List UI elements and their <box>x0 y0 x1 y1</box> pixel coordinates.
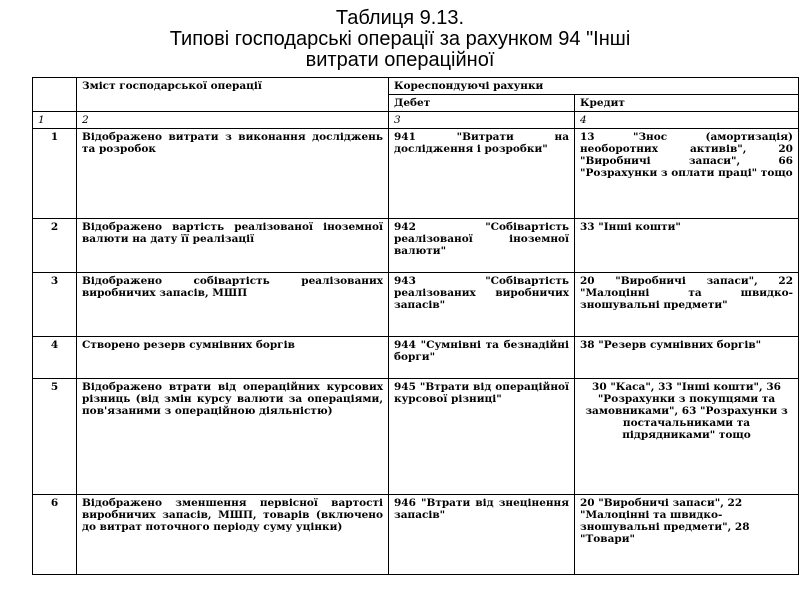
header-accounts: Кореспондуючі рахунки <box>389 78 799 95</box>
row-number: 1 <box>33 129 77 219</box>
column-index: 4 <box>575 112 799 129</box>
row-debit: 946 "Втрати від знецінення запасів" <box>389 495 575 575</box>
table-title <box>0 8 800 71</box>
row-debit: 941 "Витрати на дослідження і розробки" <box>389 129 575 219</box>
operations-table <box>32 77 799 575</box>
table-row <box>33 219 799 273</box>
row-content: Відображено втрати від операційних курсових різниць (від змін курсу валюти за операціями, пов'язаними з операційною діяльністю) <box>77 379 389 495</box>
row-number: 6 <box>33 495 77 575</box>
row-debit: 942 "Собівартість реалізованої іноземної валюти" <box>389 219 575 273</box>
table-row <box>33 337 799 379</box>
row-number: 4 <box>33 337 77 379</box>
header-row-1 <box>33 78 799 95</box>
row-credit: 20 "Виробничі запаси", 22 "Малоцінні та швидко-зношувальні предмети", 28 "Товари" <box>575 495 799 575</box>
header-credit: Кредит <box>575 95 799 112</box>
header-content: Зміст господарської операції <box>77 78 389 112</box>
row-debit: 943 "Собівартість реалізованих виробничих запасів" <box>389 273 575 337</box>
row-number: 3 <box>33 273 77 337</box>
table-row <box>33 379 799 495</box>
row-credit: 38 "Резерв сумнівних боргів" <box>575 337 799 379</box>
column-index: 1 <box>33 112 77 129</box>
header-debit: Дебет <box>389 95 575 112</box>
row-content: Відображено вартість реалізованої іноземної валюти на дату її реалізації <box>77 219 389 273</box>
row-debit: 944 "Сумнівні та безнадійні борги" <box>389 337 575 379</box>
row-credit: 33 "Інші кошти" <box>575 219 799 273</box>
row-credit: 30 "Каса", 33 "Інші кошти", 36 "Розрахунки з покупцями та замовниками", 63 "Розрахунки з постачальниками та підрядниками" тощо <box>575 379 799 495</box>
row-content: Відображено собівартість реалізованих виробничих запасів, МШП <box>77 273 389 337</box>
row-credit: 13 "Знос (амортизація) необоротних активів", 20 "Виробничі запаси", 66 "Розрахунки з оплати праці" тощо <box>575 129 799 219</box>
column-index: 2 <box>77 112 389 129</box>
title-line-1: Таблиця 9.13. <box>335 7 465 29</box>
row-content: Відображено витрати з виконання досліджень та розробок <box>77 129 389 219</box>
column-index: 3 <box>389 112 575 129</box>
title-line-2: Типові господарські операції за рахунком 94 "Інші <box>169 28 631 50</box>
column-index-row <box>33 112 799 129</box>
table-row <box>33 495 799 575</box>
row-number: 2 <box>33 219 77 273</box>
row-content: Відображено зменшення первісної вартості виробничих запасів, МШП, товарів (включено до витрат поточного періоду суму уцінки) <box>77 495 389 575</box>
table-row <box>33 273 799 337</box>
table-row <box>33 129 799 219</box>
title-line-3: витрати операційної <box>305 49 495 71</box>
row-content: Створено резерв сумнівних боргів <box>77 337 389 379</box>
row-number: 5 <box>33 379 77 495</box>
row-debit: 945 "Втрати від операційної курсової різниці" <box>389 379 575 495</box>
header-number-cell <box>33 78 77 112</box>
row-credit: 20 "Виробничі запаси", 22 "Малоцінні та швидко-зношувальні предмети" <box>575 273 799 337</box>
